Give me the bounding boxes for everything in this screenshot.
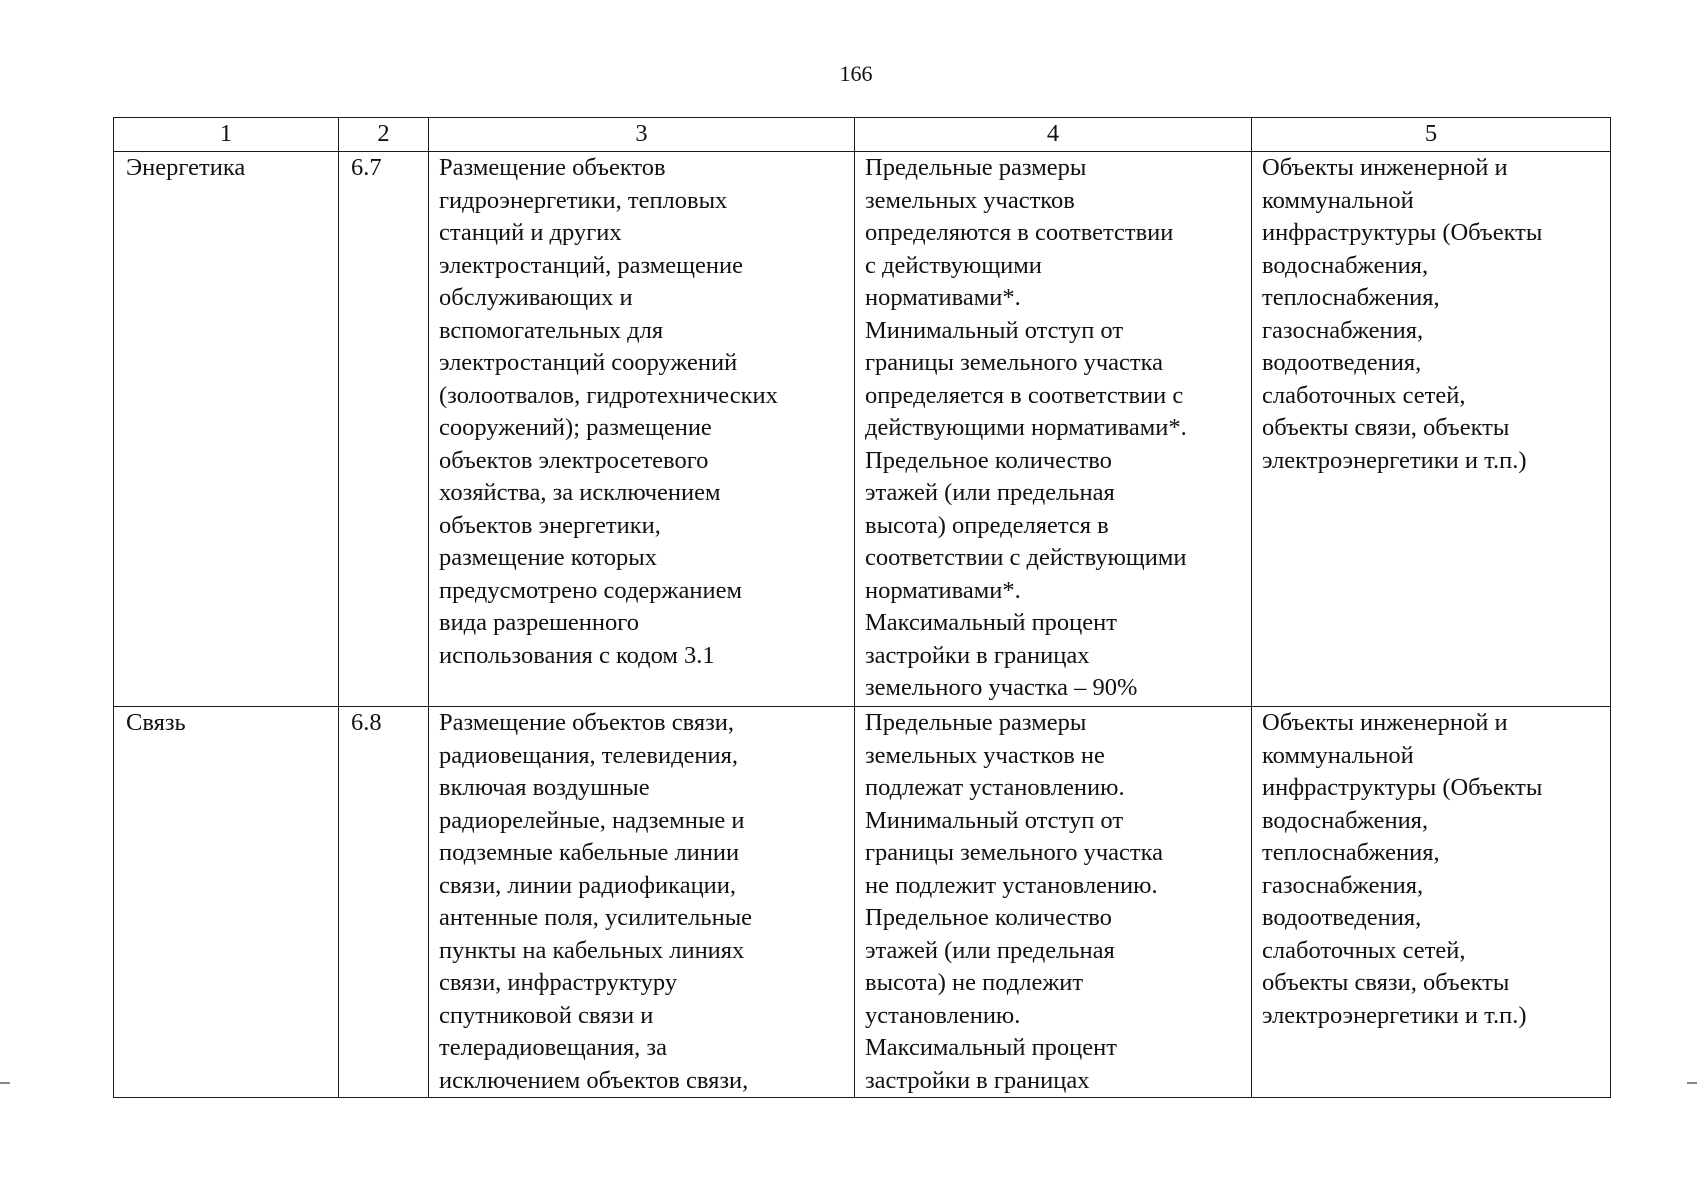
use-type-name: Энергетика <box>114 152 339 707</box>
land-use-table <box>113 117 1611 1098</box>
table-row <box>114 707 1611 1098</box>
use-type-code: 6.8 <box>339 707 429 1098</box>
column-header-4: 4 <box>855 118 1252 152</box>
column-header-1: 1 <box>114 118 339 152</box>
page-number: 166 <box>839 61 873 86</box>
column-header-2: 2 <box>339 118 429 152</box>
column-header-3: 3 <box>429 118 855 152</box>
table-header-row <box>114 118 1611 152</box>
scan-edge-mark-left <box>0 1082 10 1084</box>
use-type-parameters: Предельные размеры земельных участков не подлежат установлению. Минимальный отступ от границы земельного участка не подлежит установлению. Предельное количество этажей (или предельная высота) не подлежит установлению. Максимальный процент застройки в границах <box>855 707 1252 1098</box>
scan-edge-mark-right <box>1687 1082 1697 1084</box>
use-type-objects: Объекты инженерной и коммунальной инфраструктуры (Объекты водоснабжения, теплоснабжения, газоснабжения, водоотведения, слаботочных сетей, объекты связи, объекты электроэнергетики и т.п.) <box>1252 707 1611 1098</box>
use-type-code: 6.7 <box>339 152 429 707</box>
table-row <box>114 152 1611 707</box>
use-type-objects: Объекты инженерной и коммунальной инфраструктуры (Объекты водоснабжения, теплоснабжения, газоснабжения, водоотведения, слаботочных сетей, объекты связи, объекты электроэнергетики и т.п.) <box>1252 152 1611 707</box>
use-type-name: Связь <box>114 707 339 1098</box>
use-type-description: Размещение объектов связи, радиовещания, телевидения, включая воздушные радиорелейные, надземные и подземные кабельные линии связи, линии радиофикации, антенные поля, усилительные пункты на кабельных линиях связи, инфраструктуру спутниковой связи и телерадиовещания, за исключением объектов связи, <box>429 707 855 1098</box>
use-type-description: Размещение объектов гидроэнергетики, тепловых станций и других электростанций, размещение обслуживающих и вспомогательных для электростанций сооружений (золоотвалов, гидротехнических сооружений); размещение объектов электросетевого хозяйства, за исключением объектов энергетики, размещение которых предусмотрено содержанием вида разрешенного использования с кодом 3.1 <box>429 152 855 707</box>
use-type-parameters: Предельные размеры земельных участков определяются в соответствии с действующими нормативами*. Минимальный отступ от границы земельного участка определяется в соответствии с действующими нормативами*. Предельное количество этажей (или предельная высота) определяется в соответствии с действующими нормативами*. Максимальный процент застройки в границах земельного участка – 90% <box>855 152 1252 707</box>
column-header-5: 5 <box>1252 118 1611 152</box>
